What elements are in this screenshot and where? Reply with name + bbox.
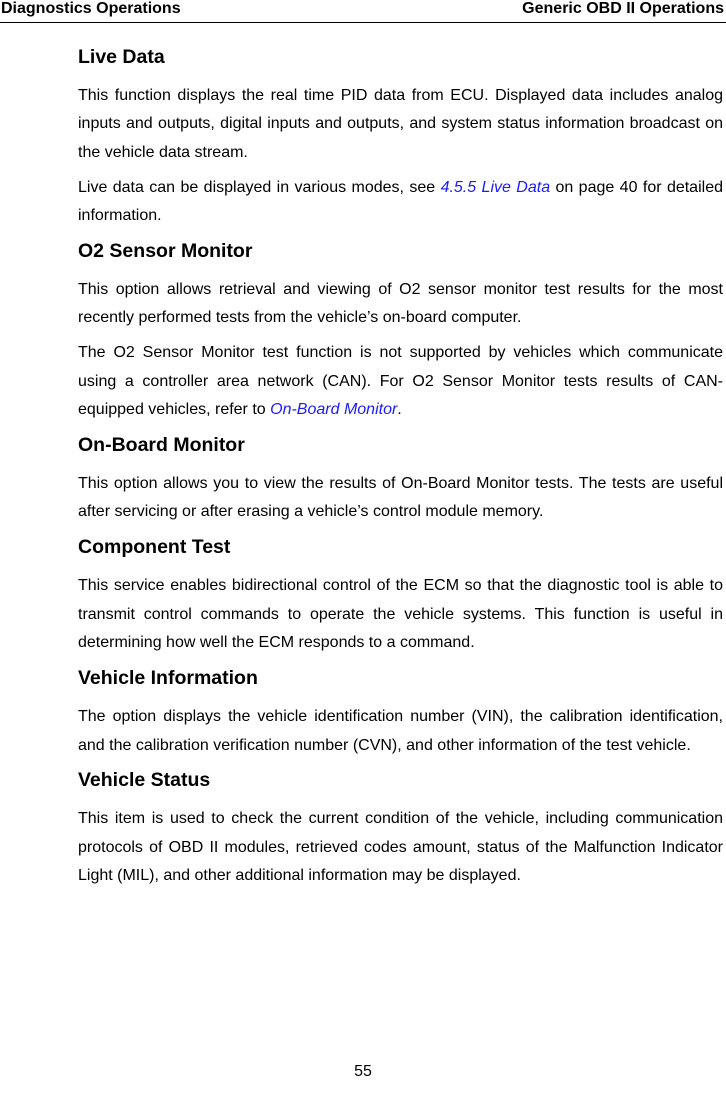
on-board-monitor-link[interactable]: On-Board Monitor [270,401,398,419]
heading-vehicle-status: Vehicle Status [78,769,211,792]
heading-live-data: Live Data [78,46,165,68]
header-section-title: Generic OBD II Operations [522,0,724,17]
live-data-paragraph-2 [78,174,723,231]
live-data-text-before-link: Live data can be displayed in various modes, see [78,178,441,196]
o2-sensor-paragraph-1: This option allows retrieval and viewing of O2 sensor monitor test results for the most recently performed tests from the vehicle’s on-board computer. [78,281,723,327]
live-data-text-after-link: on page 40 for detailed information. [78,178,723,225]
o2-sensor-paragraph-2 [78,339,723,424]
vehicle-information-paragraph: The option displays the vehicle identification number (VIN), the calibration identification, and the calibration verification number (CVN), and other information of the test vehicle. [78,708,723,754]
on-board-monitor-paragraph: This option allows you to view the results of On-Board Monitor tests. The tests are useful after servicing or after erasing a vehicle’s control module memory. [78,475,723,521]
heading-o2-sensor-monitor: O2 Sensor Monitor [78,240,253,263]
heading-vehicle-information: Vehicle Information [78,667,258,690]
heading-component-test: Component Test [78,536,231,559]
page-number: 55 [354,1063,372,1080]
live-data-paragraph-1: This function displays the real time PID data from ECU. Displayed data includes analog inputs and outputs, digital inputs and outputs, and system status information broadcast on the vehicle data stream. [78,87,723,161]
live-data-section-link[interactable]: 4.5.5 Live Data [440,178,551,196]
o2-sensor-text-after-link: . [397,401,402,419]
o2-sensor-text-before-link: The O2 Sensor Monitor test function is not supported by vehicles which communicate using a controller area network (CAN). For O2 Sensor Monitor tests results of CAN-equipped vehicles, refer to [78,344,723,419]
vehicle-status-paragraph: This item is used to check the current condition of the vehicle, including communication protocols of OBD II modules, retrieved codes amount, status of the Malfunction Indicator Light (MIL), and other additional information may be displayed. [78,810,723,885]
page-header [0,0,726,23]
component-test-paragraph: This service enables bidirectional control of the ECM so that the diagnostic tool is able to transmit control commands to operate the vehicle systems. This function is useful in determining how well the ECM responds to a command. [78,577,723,652]
heading-on-board-monitor: On-Board Monitor [78,434,245,457]
header-chapter-title: Diagnostics Operations [1,0,181,17]
document-body [78,43,723,897]
